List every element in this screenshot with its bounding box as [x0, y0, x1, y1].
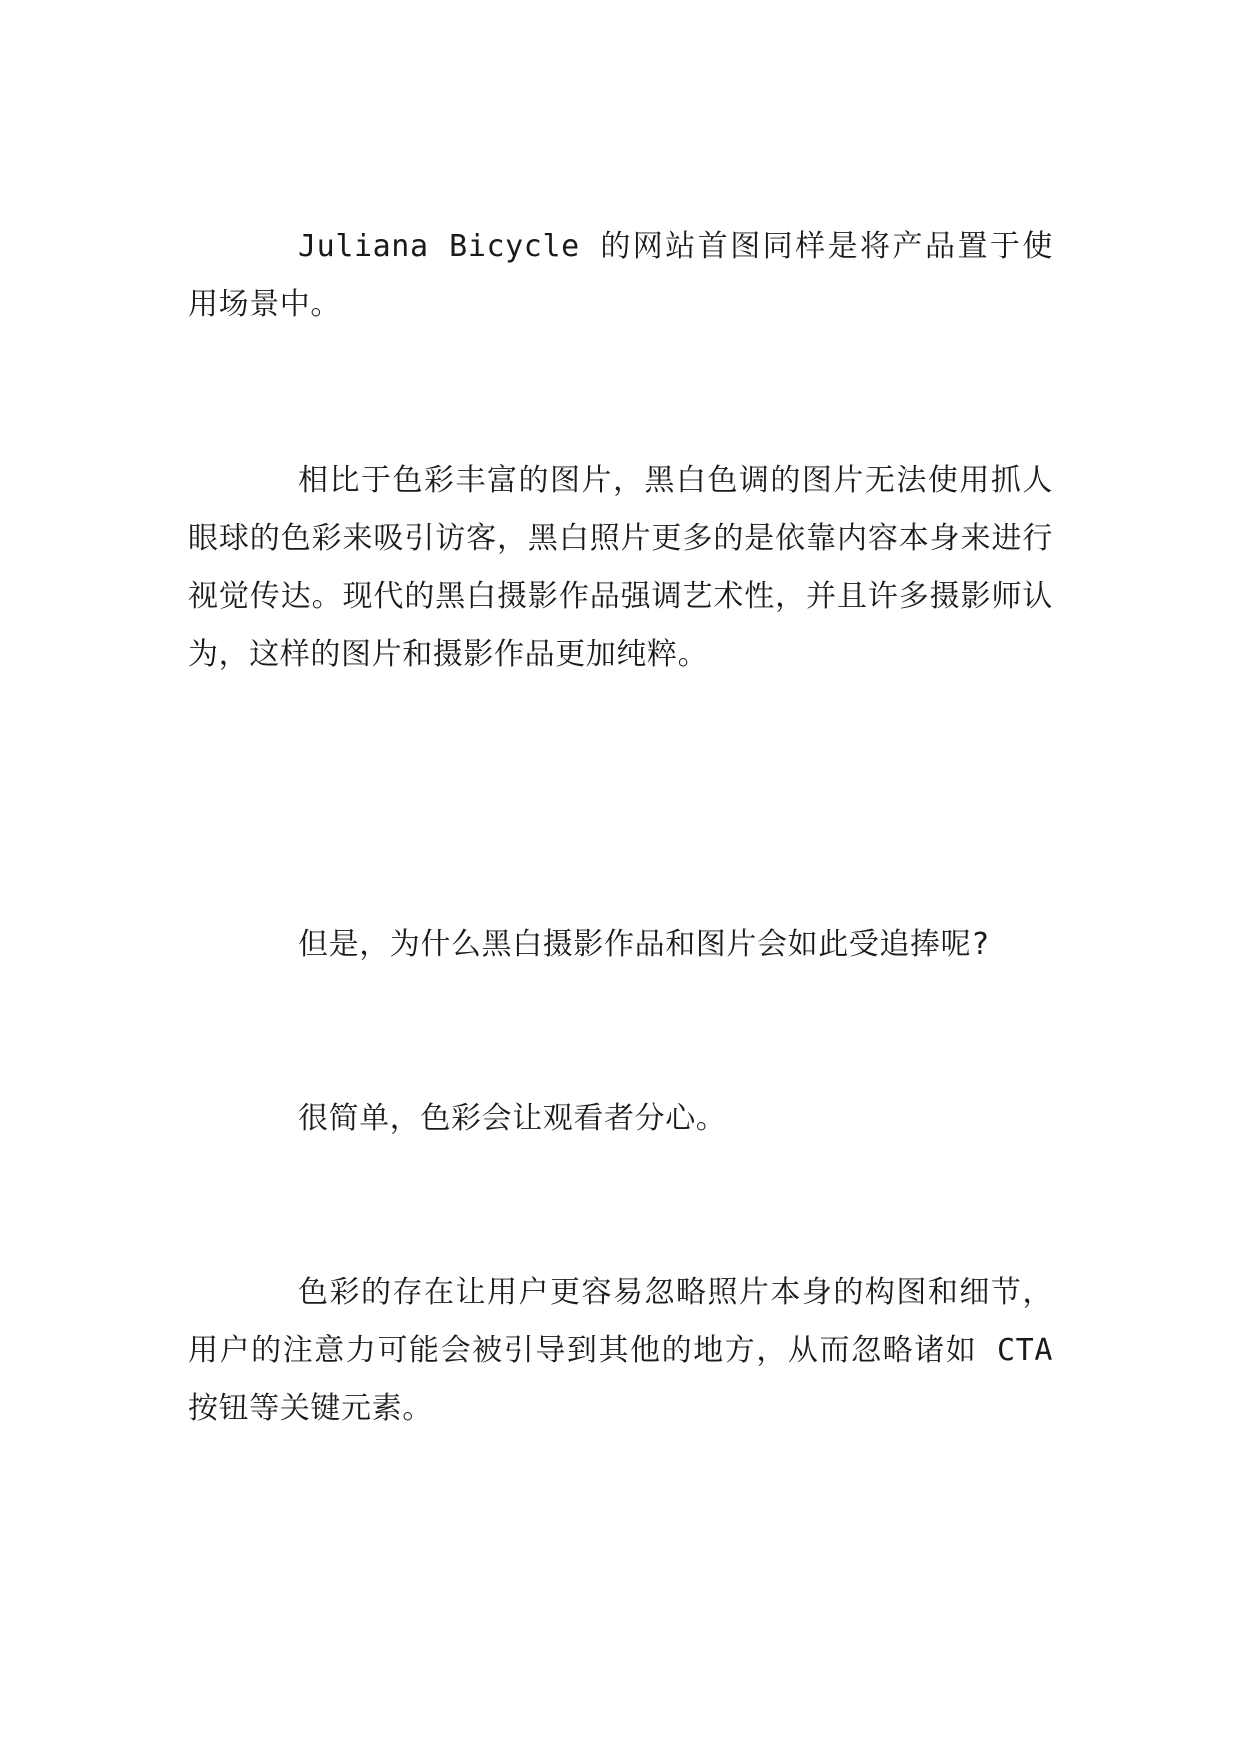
paragraph-black-white-photos: 相比于色彩丰富的图片，黑白色调的图片无法使用抓人眼球的色彩来吸引访客，黑白照片更多的是依靠内容本身来进行视觉传达。现代的黑白摄影作品强调艺术性，并且许多摄影师认为，这样的图片和摄影作品更加纯粹。 [188, 463, 1053, 672]
paragraph-answer: 很简单，色彩会让观看者分心。 [298, 1101, 727, 1136]
paragraph-question: 但是，为什么黑白摄影作品和图片会如此受追捧呢? [298, 927, 990, 962]
paragraph-color-distraction: 色彩的存在让用户更容易忽略照片本身的构图和细节，用户的注意力可能会被引导到其他的地方，从而忽略诸如 CTA 按钮等关键元素。 [188, 1275, 1053, 1426]
paragraph-juliana-bicycle: Juliana Bicycle 的网站首图同样是将产品置于使用场景中。 [188, 229, 1053, 322]
